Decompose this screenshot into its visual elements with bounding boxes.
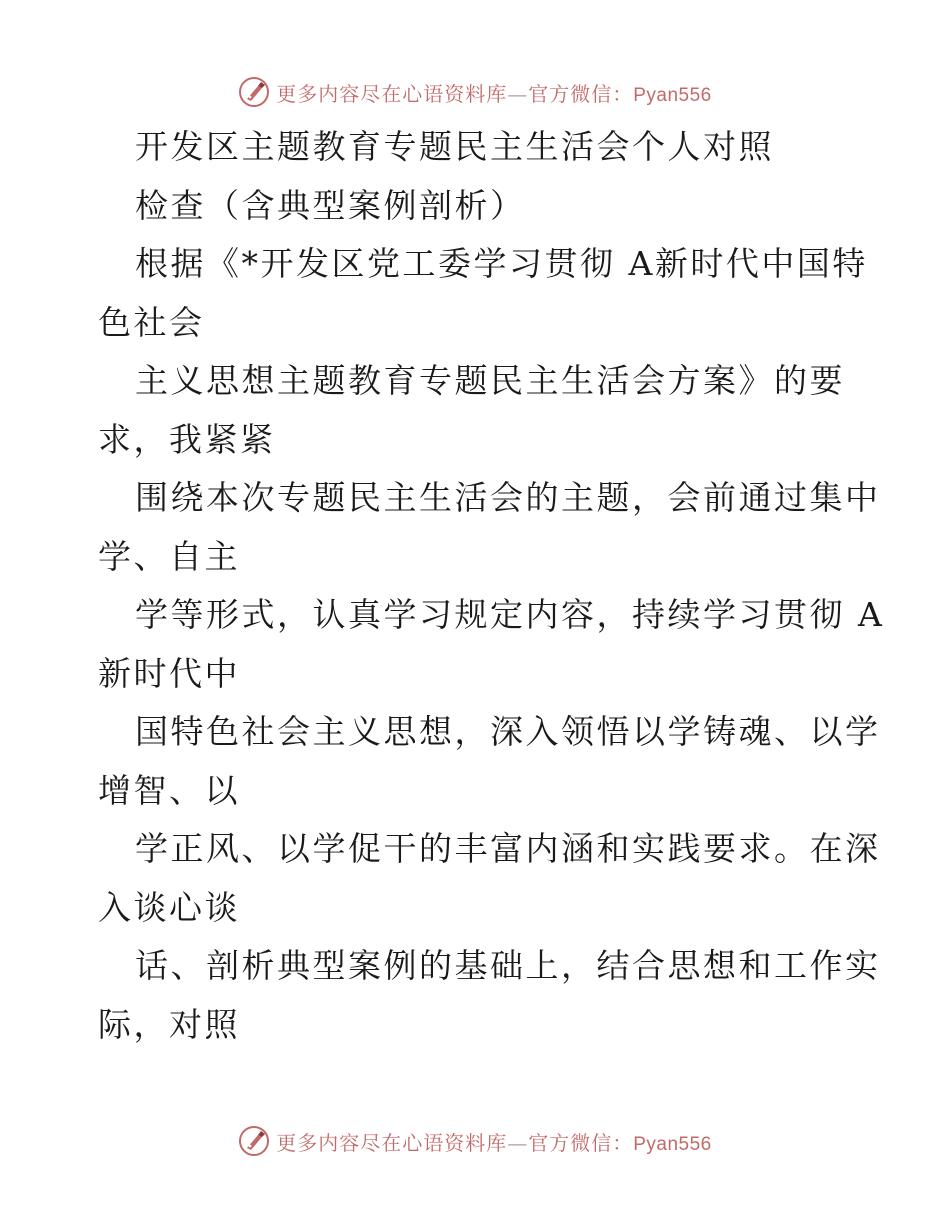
watermark-separator: — [507,1130,529,1155]
text-line: 入谈心谈 [98,887,240,927]
text-line: 学正风、以学促干的丰富内涵和实践要求。在深 [135,829,881,868]
text-line: 色社会 [98,302,205,342]
header-watermark [0,72,950,112]
text-line: 国特色社会主义思想，深入领悟以学铸魂、以学 [135,712,881,751]
text-line: 根据《*开发区党工委学习贯彻 A新时代中国特 [135,244,868,283]
watermark-library-name: 更多内容尽在心语资料库 [276,81,508,106]
watermark-official-label: 官方微信： [528,1130,634,1155]
text-line: 围绕本次专题民主生活会的主题，会前通过集中 [135,478,881,517]
text-line: 开发区主题教育专题民主生活会个人对照 [135,127,774,166]
text-line: 学等形式，认真学习规定内容，持续学习贯彻 A [135,595,885,634]
footer-watermark [0,1121,950,1161]
watermark-text [276,1127,712,1156]
fountain-pen-logo-icon [238,1125,270,1157]
watermark-wechat-id: Pyan556 [633,1133,712,1155]
watermark-official-label: 官方微信： [528,81,634,106]
text-line: 际，对照 [98,1004,240,1044]
text-line: 新时代中 [98,653,240,693]
text-line: 检查（含典型案例剖析） [135,185,526,225]
text-line: 学、自主 [98,536,240,576]
fountain-pen-logo-icon [238,76,270,108]
watermark-wechat-id: Pyan556 [633,84,712,106]
document-body [98,118,885,1054]
watermark-text [276,78,712,107]
watermark-library-name: 更多内容尽在心语资料库 [276,1130,508,1155]
text-line: 求，我紧紧 [98,419,276,459]
text-line: 增智、以 [98,770,240,810]
text-line: 主义思想主题教育专题民主生活会方案》的要 [135,361,845,400]
text-line: 话、剖析典型案例的基础上，结合思想和工作实 [135,946,881,985]
watermark-separator: — [507,81,529,106]
